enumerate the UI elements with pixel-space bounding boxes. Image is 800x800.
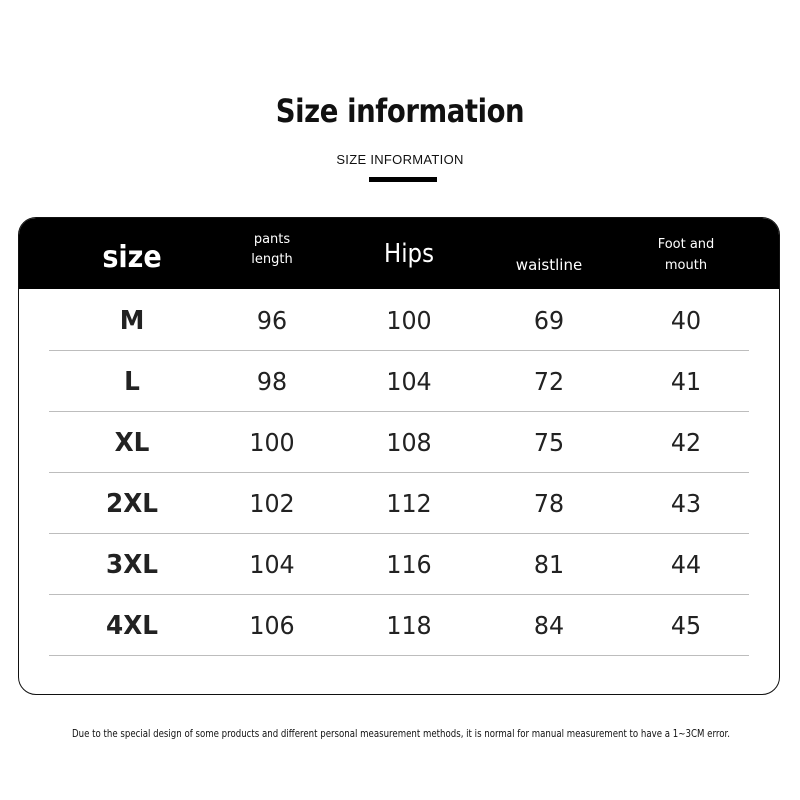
header-pants-length <box>202 218 342 289</box>
title-underline <box>369 177 437 182</box>
cell-foot-mouth: 41 <box>670 367 702 396</box>
header-foot-mouth <box>616 218 756 289</box>
page-title: Size information <box>275 92 525 130</box>
cell-pants-length: 96 <box>256 306 288 335</box>
cell-foot-mouth: 44 <box>670 550 702 579</box>
cell-size: XL <box>114 427 150 458</box>
cell-pants-length: 100 <box>249 428 295 457</box>
cell-waistline: 72 <box>533 367 565 396</box>
header-size: size <box>102 240 162 275</box>
cell-size: 4XL <box>106 610 158 641</box>
header-foot-line2: mouth <box>664 257 708 273</box>
table-header <box>19 218 779 289</box>
table-row <box>49 351 749 412</box>
cell-foot-mouth: 40 <box>670 306 702 335</box>
cell-size: M <box>119 305 145 336</box>
cell-hips: 116 <box>386 550 432 579</box>
cell-pants-length: 106 <box>249 611 295 640</box>
cell-hips: 112 <box>386 489 432 518</box>
cell-hips: 100 <box>386 306 432 335</box>
table-row <box>49 473 749 534</box>
table-row <box>49 534 749 595</box>
cell-waistline: 84 <box>533 611 565 640</box>
table-row <box>49 290 749 351</box>
size-table <box>18 217 780 695</box>
cell-pants-length: 98 <box>256 367 288 396</box>
cell-foot-mouth: 42 <box>670 428 702 457</box>
header-pants-line1: pants <box>253 231 291 247</box>
table-row <box>49 595 749 656</box>
cell-hips: 108 <box>386 428 432 457</box>
cell-waistline: 75 <box>533 428 565 457</box>
cell-waistline: 69 <box>533 306 565 335</box>
page-subtitle: SIZE INFORMATION <box>336 152 464 167</box>
header-foot-line1: Foot and <box>657 236 715 252</box>
cell-hips: 118 <box>386 611 432 640</box>
cell-foot-mouth: 43 <box>670 489 702 518</box>
cell-foot-mouth: 45 <box>670 611 702 640</box>
cell-size: L <box>124 366 140 397</box>
cell-size: 2XL <box>106 488 158 519</box>
cell-waistline: 81 <box>533 550 565 579</box>
cell-pants-length: 102 <box>249 489 295 518</box>
cell-size: 3XL <box>106 549 158 580</box>
cell-pants-length: 104 <box>249 550 295 579</box>
header-pants-line2: length <box>251 251 293 267</box>
cell-waistline: 78 <box>533 489 565 518</box>
header-hips: Hips <box>383 238 434 269</box>
header-waistline: waistline <box>515 255 583 274</box>
measurement-note: Due to the special design of some products and different personal measurement methods, it is normal for manual measurement to have a 1~3CM error. <box>72 728 730 740</box>
cell-hips: 104 <box>386 367 432 396</box>
table-row <box>49 412 749 473</box>
